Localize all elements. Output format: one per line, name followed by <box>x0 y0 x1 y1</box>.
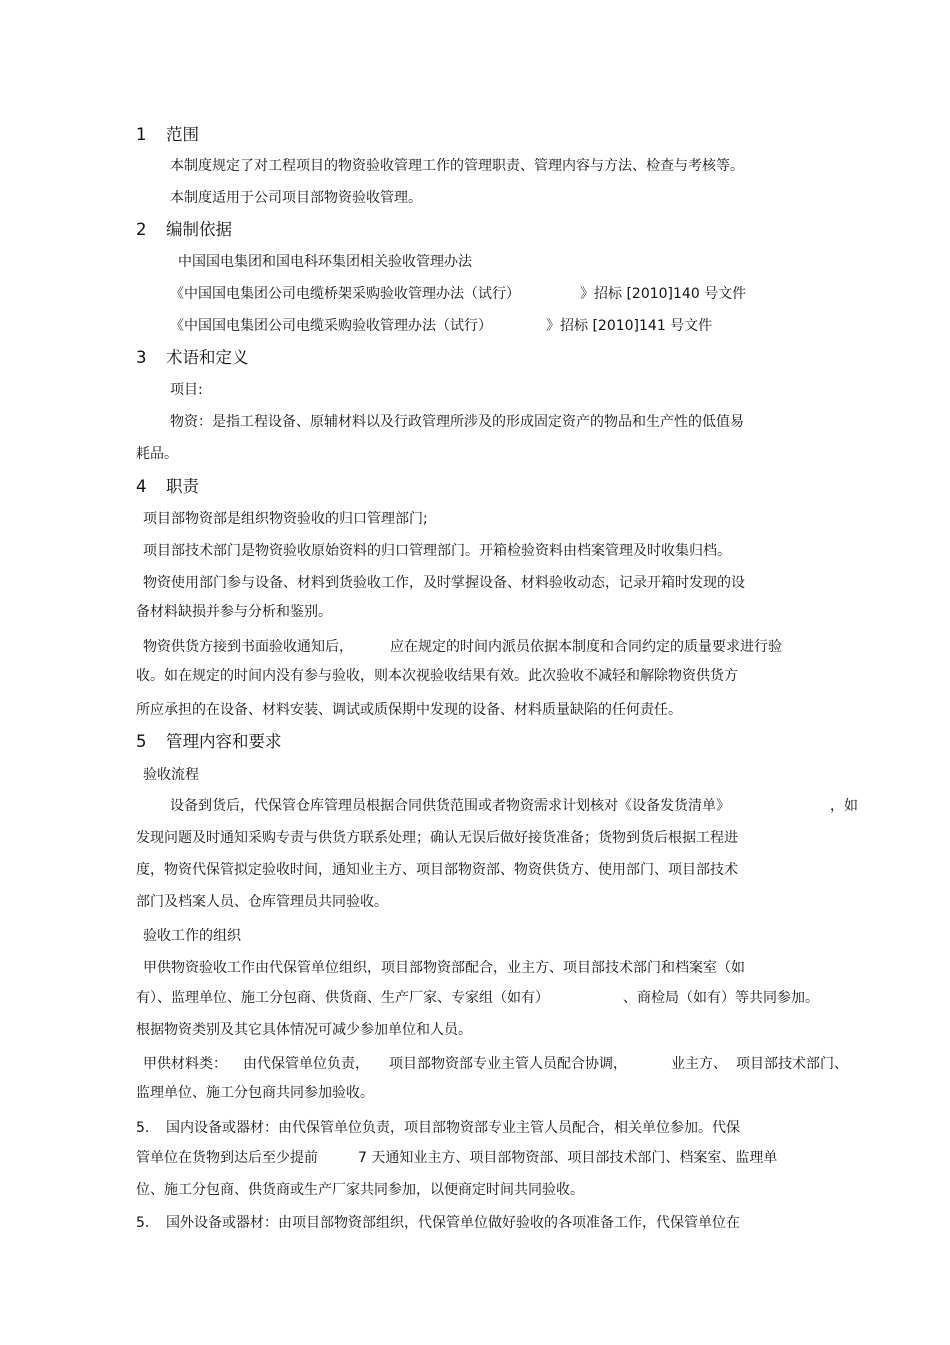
paragraph-line: 物资：是指工程设备、原辅材料以及行政管理所涉及的形成固定资产的物品和生产性的低值易 <box>170 414 744 430</box>
section-number: 2 <box>136 220 147 239</box>
paragraph-line: 《中国国电集团公司电缆采购验收管理办法（试行） <box>170 318 492 334</box>
paragraph-line: 、商检局（如有）等共同参加。 <box>623 990 819 1006</box>
paragraph-line: 部门及档案人员、仓库管理员共同验收。 <box>136 894 388 910</box>
section-number: 3 <box>136 348 147 367</box>
paragraph-line: 设备到货后，代保管仓库管理员根据合同供货范围或者物资需求计划核对《设备发货清单》 <box>170 798 730 814</box>
paragraph-line: ，如 <box>830 798 858 814</box>
paragraph-line: 项目部物资部是组织物资验收的归口管理部门; <box>143 511 428 527</box>
section-number: 5 <box>136 732 147 751</box>
paragraph-line: 项目: <box>170 382 203 398</box>
paragraph-line: 》招标 [2010]140 号文件 <box>580 286 747 302</box>
paragraph-line: 耗品。 <box>136 446 178 462</box>
subheading-line: 验收流程 <box>143 767 199 783</box>
paragraph-line: 管单位在货物到达后至少提前 <box>136 1150 318 1166</box>
paragraph-line: 本制度适用于公司项目部物资验收管理。 <box>170 190 422 206</box>
paragraph-line: 本制度规定了对工程项目的物资验收管理工作的管理职责、管理内容与方法、检查与考核等。 <box>170 158 744 174</box>
paragraph-line: 甲供材料类： <box>143 1056 227 1072</box>
paragraph-line: 监理单位、施工分包商共同参加验收。 <box>136 1085 374 1101</box>
section-number: 1 <box>136 125 147 144</box>
paragraph-line: 度，物资代保管拟定验收时间，通知业主方、项目部物资部、物资供货方、使用部门、项目部技术 <box>136 862 738 878</box>
section-title: 编制依据 <box>166 220 232 239</box>
paragraph-line: 位、施工分包商、供货商或生产厂家共同参加，以便商定时间共同验收。 <box>136 1182 584 1198</box>
paragraph-line: 业主方、 <box>671 1056 727 1072</box>
paragraph-line: 所应承担的在设备、材料安装、调试或质保期中发现的设备、材料质量缺陷的任何责任。 <box>136 702 682 718</box>
section-title: 管理内容和要求 <box>166 732 282 751</box>
paragraph-line: 应在规定的时间内派员依据本制度和合同约定的质量要求进行验 <box>390 639 782 655</box>
paragraph-line: 项目部技术部门是物资验收原始资料的归口管理部门。开箱检验资料由档案管理及时收集归档。 <box>143 543 731 559</box>
paragraph-line: 中国国电集团和国电科环集团相关验收管理办法 <box>178 254 472 270</box>
paragraph-line: 项目部技术部门、 <box>736 1056 848 1072</box>
paragraph-line: 收。如在规定的时间内没有参与验收，则本次视验收结果有效。此次验收不减轻和解除物资供货方 <box>136 668 738 684</box>
section-title: 职责 <box>166 477 199 496</box>
paragraph-line: 》招标 [2010]141 号文件 <box>546 318 713 334</box>
paragraph-line: 国外设备或器材：由项目部物资部组织，代保管单位做好验收的各项准备工作，代保管单位在 <box>166 1215 740 1231</box>
paragraph-line: 备材料缺损并参与分析和鉴别。 <box>136 604 332 620</box>
paragraph-line: 《中国国电集团公司电缆桥架采购验收管理办法（试行） <box>170 286 520 302</box>
paragraph-line: 7 天通知业主方、项目部物资部、项目部技术部门、档案室、监理单 <box>358 1150 778 1166</box>
paragraph-line: 物资使用部门参与设备、材料到货验收工作，及时掌握设备、材料验收动态，记录开箱时发现的设 <box>143 575 745 591</box>
paragraph-line: 有）、监理单位、施工分包商、供货商、生产厂家、专家组（如有） <box>136 990 549 1006</box>
paragraph-line: 根据物资类别及其它具体情况可减少参加单位和人员。 <box>136 1022 472 1038</box>
paragraph-line: 发现问题及时通知采购专责与供货方联系处理；确认无误后做好接货准备；货物到货后根据工程进 <box>136 830 738 846</box>
paragraph-line: 国内设备或器材：由代保管单位负责，项目部物资部专业主管人员配合，相关单位参加。代保 <box>166 1120 740 1136</box>
list-number: 5. <box>136 1215 150 1231</box>
subheading-line: 验收工作的组织 <box>143 928 241 944</box>
list-number: 5. <box>136 1120 150 1136</box>
section-title: 术语和定义 <box>166 348 249 367</box>
paragraph-line: 项目部物资部专业主管人员配合协调， <box>389 1056 627 1072</box>
paragraph-line: 甲供物资验收工作由代保管单位组织，项目部物资部配合，业主方、项目部技术部门和档案室（如 <box>143 960 745 976</box>
paragraph-line: 由代保管单位负责， <box>243 1056 369 1072</box>
section-number: 4 <box>136 477 147 496</box>
section-title: 范围 <box>166 125 199 144</box>
paragraph-line: 物资供货方接到书面验收通知后， <box>143 639 353 655</box>
